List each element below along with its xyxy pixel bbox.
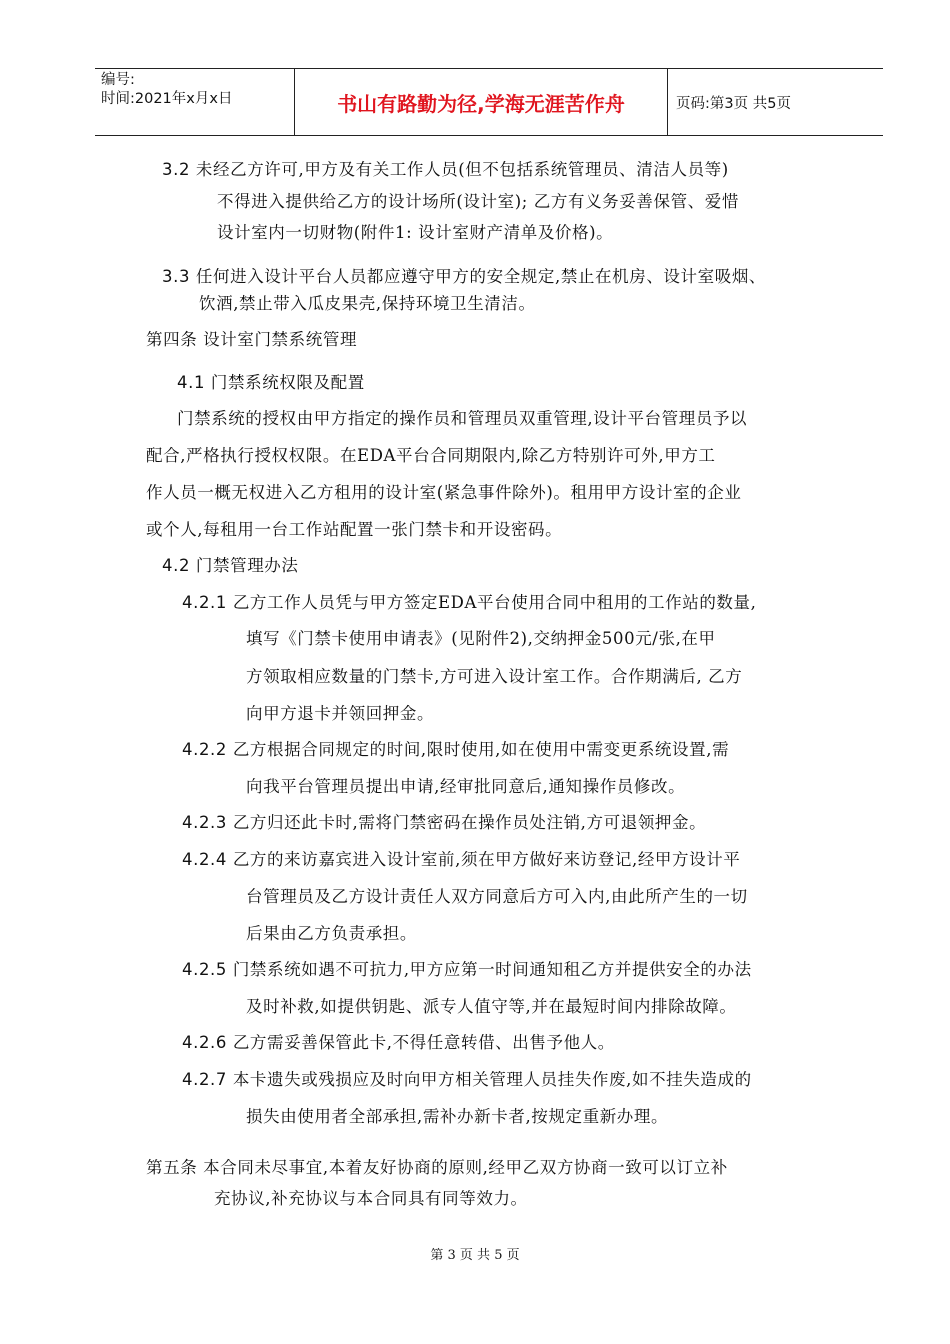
- text-line: 4.2.1 乙方工作人员凭与甲方签定EDA平台使用合同中租用的工作站的数量,: [182, 593, 757, 612]
- text-line: 3.3 任何进入设计平台人员都应遵守甲方的安全规定,禁止在机房、设计室吸烟、: [162, 267, 767, 286]
- text-line: 作人员一概无权进入乙方租用的设计室(紧急事件除外)。租用甲方设计室的企业: [146, 483, 742, 502]
- text-line: 配合,严格执行授权权限。在EDA平台合同期限内,除乙方特别许可外,甲方工: [146, 446, 716, 465]
- text-line: 台管理员及乙方设计责任人双方同意后方可入内,由此所产生的一切: [246, 887, 748, 906]
- text-line: 不得进入提供给乙方的设计场所(设计室); 乙方有义务妥善保管、爱惜: [217, 192, 739, 211]
- text-line: 饮酒,禁止带入瓜皮果壳,保持环境卫生清洁。: [199, 294, 536, 313]
- page-footer: 第 3 页 共 5 页: [430, 1248, 520, 1263]
- section-heading: 第五条 本合同未尽事宜,本着友好协商的原则,经甲乙双方协商一致可以订立补: [146, 1158, 728, 1177]
- text-line: 3.2 未经乙方许可,甲方及有关工作人员(但不包括系统管理员、清洁人员等): [162, 160, 729, 179]
- text-line: 方领取相应数量的门禁卡,方可进入设计室工作。合作期满后, 乙方: [246, 667, 743, 686]
- header-meta: [95, 69, 295, 135]
- text-line: 损失由使用者全部承担,需补办新卡者,按规定重新办理。: [246, 1107, 669, 1126]
- text-line: 4.2.2 乙方根据合同规定的时间,限时使用,如在使用中需变更系统设置,需: [182, 740, 730, 759]
- text-line: 设计室内一切财物(附件1: 设计室财产清单及价格)。: [217, 223, 614, 242]
- text-line: 4.2.6 乙方需妥善保管此卡,不得任意转借、出售予他人。: [182, 1033, 615, 1052]
- header-motto: 书山有路勤为径,学海无涯苦作舟: [295, 69, 668, 135]
- page-header: [95, 68, 883, 136]
- text-line: 向甲方退卡并领回押金。: [246, 704, 435, 723]
- text-line: 4.2.7 本卡遗失或残损应及时向甲方相关管理人员挂失作废,如不挂失造成的: [182, 1070, 752, 1089]
- text-line: 填写《门禁卡使用申请表》(见附件2),交纳押金500元/张,在甲: [246, 629, 716, 648]
- section-heading: 第四条 设计室门禁系统管理: [146, 330, 358, 349]
- text-line: 4.2.4 乙方的来访嘉宾进入设计室前,须在甲方做好来访登记,经甲方设计平: [182, 850, 741, 869]
- text-line: 后果由乙方负责承担。: [246, 924, 417, 943]
- text-line: 4.2.3 乙方归还此卡时,需将门禁密码在操作员处注销,方可退领押金。: [182, 813, 707, 832]
- text-line: 充协议,补充协议与本合同具有同等效力。: [214, 1189, 528, 1208]
- text-line: 向我平台管理员提出申请,经审批同意后,通知操作员修改。: [246, 777, 686, 796]
- subsection-heading: 4.1 门禁系统权限及配置: [177, 373, 365, 392]
- time-text: 时间:2021年x月x日: [101, 91, 233, 107]
- subsection-heading: 4.2 门禁管理办法: [162, 556, 299, 575]
- text-line: 及时补救,如提供钥匙、派专人值守等,并在最短时间内排除故障。: [246, 997, 737, 1016]
- text-line: 4.2.5 门禁系统如遇不可抗力,甲方应第一时间通知租乙方并提供安全的办法: [182, 960, 752, 979]
- text-line: 或个人,每租用一台工作站配置一张门禁卡和开设密码。: [146, 520, 563, 539]
- doc-number-label: 编号:: [101, 72, 135, 88]
- header-page-number: 页码:第3页 共5页: [676, 95, 791, 112]
- text-line: 门禁系统的授权由甲方指定的操作员和管理员双重管理,设计平台管理员予以: [177, 409, 748, 428]
